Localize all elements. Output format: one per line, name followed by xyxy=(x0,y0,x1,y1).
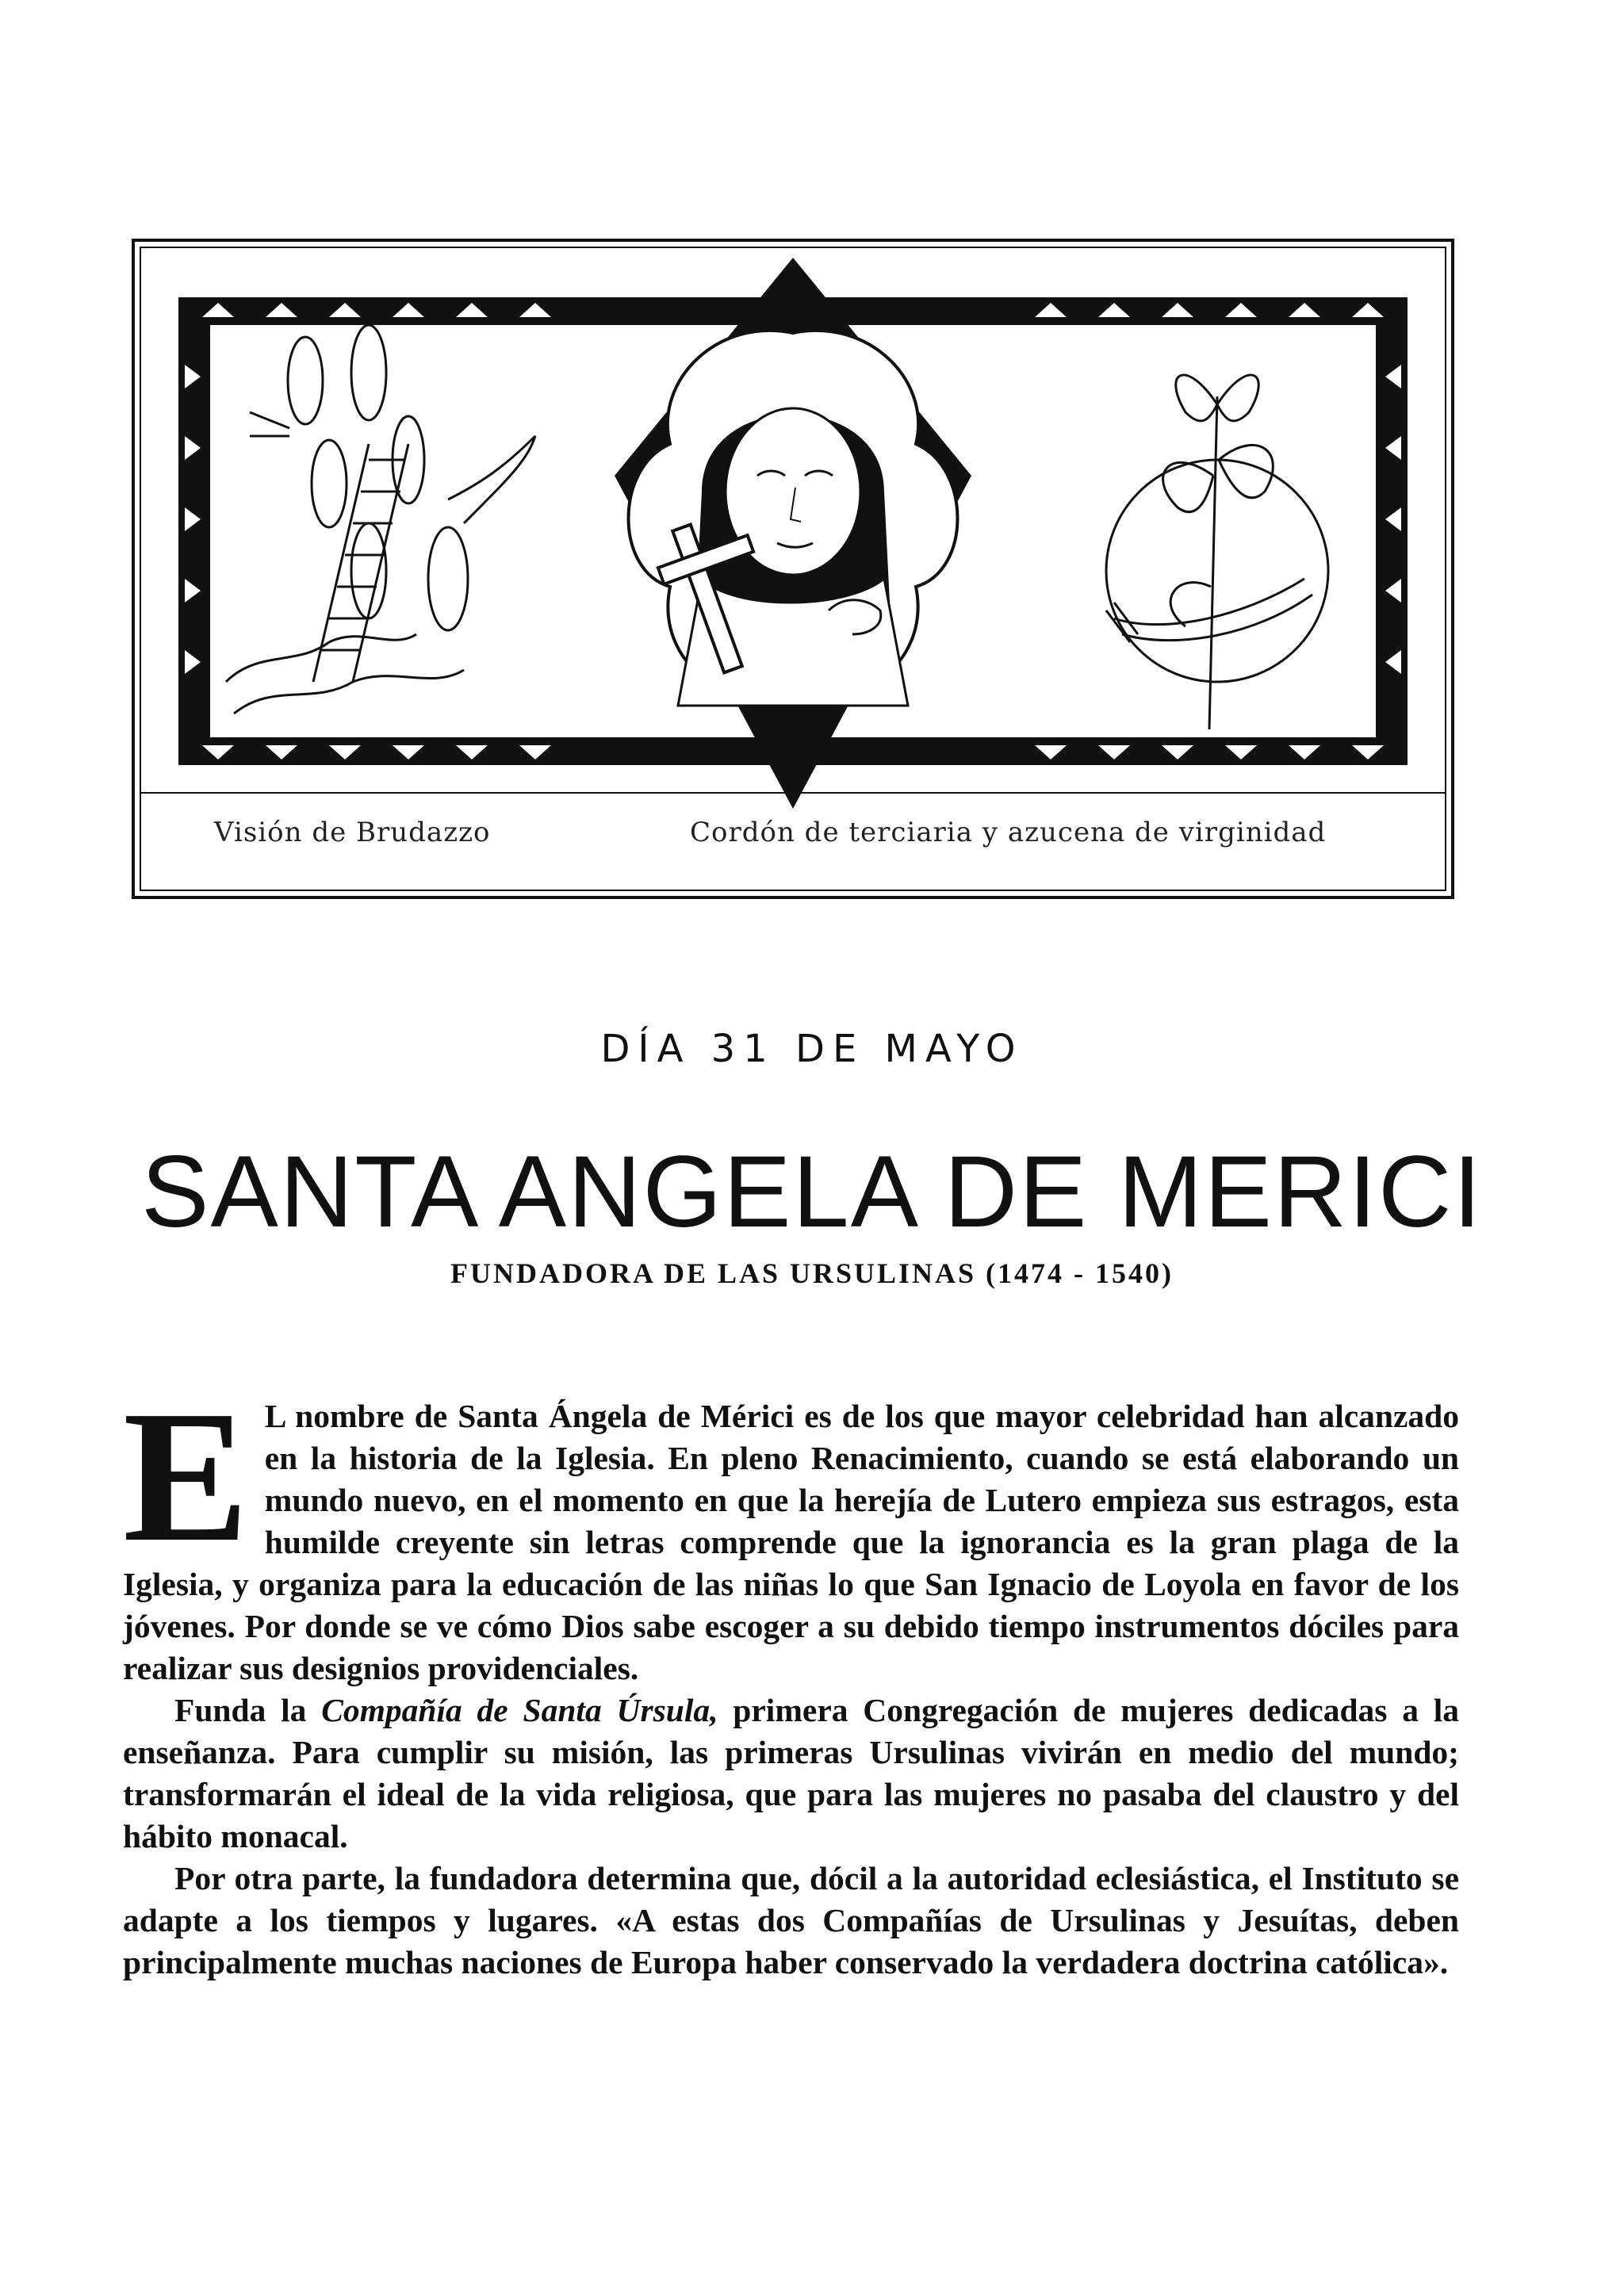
page-subtitle: FUNDADORA DE LAS URSULINAS (1474 - 1540) xyxy=(450,1257,1174,1289)
article-body xyxy=(123,1372,1460,1984)
illustration-plate xyxy=(131,238,1455,900)
drop-cap: E xyxy=(123,1372,249,1581)
paragraph-2 xyxy=(123,1689,1459,1858)
caption-left: Visión de Brudazzo xyxy=(214,817,491,848)
paragraph-2-italic: Compañía de Santa Úrsula, xyxy=(321,1692,718,1728)
page-title: SANTA ANGELA DE MERICI xyxy=(141,1135,1483,1249)
paragraph-2-text: primera Congregación de mujeres dedicadas a la enseñanza. Para cumplir su misión, las primeras Ursulinas vivirán en medio del mundo; transformarán el ideal de la vida religiosa, que para las mujeres no pasaba del claustro y del hábito monacal. xyxy=(123,1692,1460,1854)
paragraph-3-text: Por otra parte, la fundadora determina que, dócil a la autoridad eclesiástica, el Instituto se adapte a los tiempos y lugares. «A estas dos Compañías de Ursulinas y Jesuítas, deben principalmente muchas naciones de Europa haber conservado la verdadera doctrina católica». xyxy=(123,1860,1459,1980)
paragraph-1-text: L nombre de Santa Ángela de Mérici es de los que mayor celebridad han alcanzado en la historia de la Iglesia. En pleno Renacimiento, cuando se está elaborando un mundo nuevo, en el momento en que la herejía de Lutero empieza sus estragos, esta humilde creyente sin letras comprende que la ignorancia es la gran plaga de la Iglesia, y organiza para la educación de las niñas lo que San Ignacio de Loyola en favor de los jóvenes. Por donde se ve cómo Dios sabe escoger a su debido tiempo instrumentos dóciles para realizar sus designios providenciales. xyxy=(123,1398,1459,1686)
paragraph-3 xyxy=(123,1858,1459,1984)
caption-right: Cordón de terciaria y azucena de virginidad xyxy=(690,817,1327,848)
feast-day-heading: DÍA 31 DE MAYO xyxy=(600,1027,1024,1071)
engraving-illustration xyxy=(131,238,1455,900)
paragraph-2-intro: Funda la xyxy=(174,1692,307,1728)
paragraph-1 xyxy=(123,1372,1459,1689)
